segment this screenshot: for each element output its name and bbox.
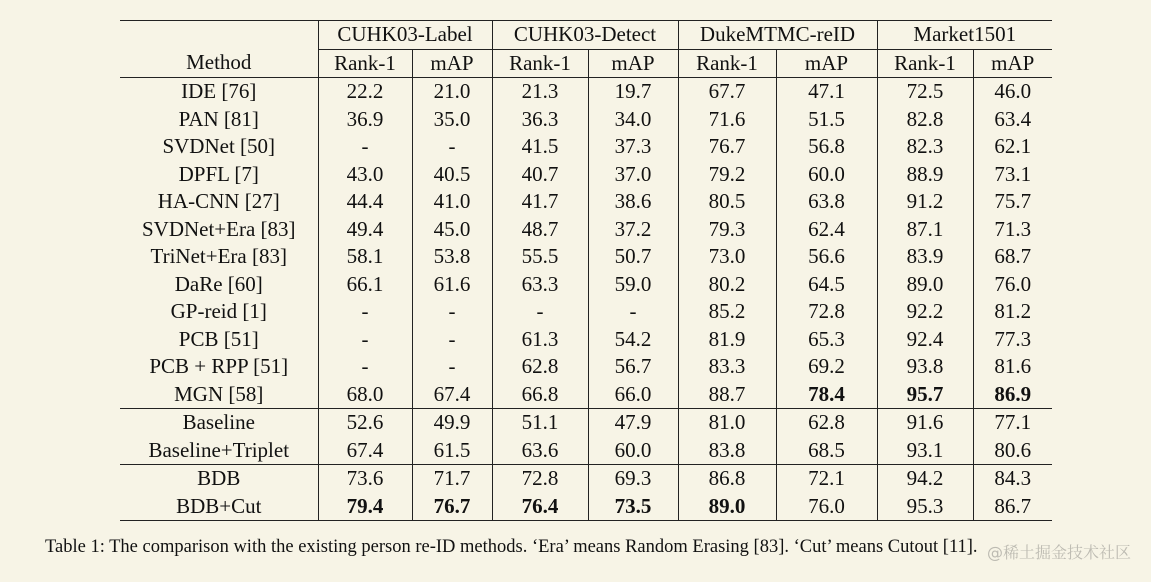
value-cell: - (318, 133, 412, 161)
value-cell: 73.6 (318, 465, 412, 493)
value-cell: 43.0 (318, 161, 412, 189)
method-column-header: Method (186, 50, 252, 75)
value-cell: 80.6 (973, 437, 1052, 465)
value-cell: 41.7 (492, 188, 588, 216)
table-row (120, 78, 1052, 106)
value-cell: 62.1 (973, 133, 1052, 161)
value-cell: 47.1 (776, 78, 877, 106)
value-cell: 46.0 (973, 78, 1052, 106)
value-cell: 56.7 (588, 353, 678, 381)
value-cell: 61.6 (412, 271, 492, 299)
value-cell: - (318, 298, 412, 326)
value-cell: 69.3 (588, 465, 678, 493)
value-cell: 40.5 (412, 161, 492, 189)
value-cell: 56.6 (776, 243, 877, 271)
value-cell: 94.2 (877, 465, 973, 493)
value-cell: 79.3 (678, 216, 776, 244)
value-cell: - (412, 298, 492, 326)
value-cell: 54.2 (588, 326, 678, 354)
dataset-header: DukeMTMC-reID (678, 21, 877, 50)
table-row (120, 133, 1052, 161)
value-cell: 88.7 (678, 381, 776, 409)
value-cell: 60.0 (588, 437, 678, 465)
value-cell: 65.3 (776, 326, 877, 354)
dataset-header: CUHK03-Detect (492, 21, 678, 50)
table-row (120, 465, 1052, 493)
value-cell: 76.0 (973, 271, 1052, 299)
value-cell: 89.0 (678, 493, 776, 521)
value-cell: 45.0 (412, 216, 492, 244)
metric-header: mAP (973, 49, 1052, 78)
value-cell: 50.7 (588, 243, 678, 271)
value-cell: 81.0 (678, 409, 776, 437)
value-cell: 59.0 (588, 271, 678, 299)
value-cell: 91.6 (877, 409, 973, 437)
value-cell: 93.1 (877, 437, 973, 465)
metric-header: Rank-1 (877, 49, 973, 78)
table-row (120, 243, 1052, 271)
value-cell: 78.4 (776, 381, 877, 409)
value-cell: 69.2 (776, 353, 877, 381)
metric-header: Rank-1 (318, 49, 412, 78)
value-cell: 67.4 (412, 381, 492, 409)
value-cell: 49.9 (412, 409, 492, 437)
value-cell: 83.8 (678, 437, 776, 465)
value-cell: 77.1 (973, 409, 1052, 437)
method-cell: DaRe [60] (174, 271, 263, 296)
method-cell: SVDNet [50] (162, 134, 276, 158)
value-cell: 82.8 (877, 106, 973, 134)
value-cell: 56.8 (776, 133, 877, 161)
method-cell: PCB + RPP [51] (149, 354, 289, 378)
value-cell: 84.3 (973, 465, 1052, 493)
watermark: @稀土掘金技术社区 (986, 543, 1131, 562)
method-cell: MGN [58] (174, 381, 264, 406)
value-cell: 47.9 (588, 409, 678, 437)
table-row (120, 437, 1052, 465)
table-row (120, 353, 1052, 381)
value-cell: 55.5 (492, 243, 588, 271)
value-cell: 52.6 (318, 409, 412, 437)
metric-header: Rank-1 (492, 49, 588, 78)
dataset-header-row (120, 21, 1052, 50)
value-cell: 51.5 (776, 106, 877, 134)
value-cell: 95.3 (877, 493, 973, 521)
value-cell: 63.6 (492, 437, 588, 465)
value-cell: 81.2 (973, 298, 1052, 326)
value-cell: 73.5 (588, 493, 678, 521)
value-cell: - (492, 298, 588, 326)
value-cell: 41.5 (492, 133, 588, 161)
value-cell: 71.3 (973, 216, 1052, 244)
value-cell: 83.3 (678, 353, 776, 381)
value-cell: 68.5 (776, 437, 877, 465)
value-cell: 86.7 (973, 493, 1052, 521)
value-cell: 22.2 (318, 78, 412, 106)
value-cell: 62.8 (492, 353, 588, 381)
value-cell: 21.3 (492, 78, 588, 106)
table-row (120, 409, 1052, 437)
value-cell: 81.9 (678, 326, 776, 354)
value-cell: 95.7 (877, 381, 973, 409)
value-cell: 62.8 (776, 409, 877, 437)
method-cell: IDE [76] (120, 78, 318, 106)
value-cell: - (588, 298, 678, 326)
value-cell: 68.7 (973, 243, 1052, 271)
value-cell: 81.6 (973, 353, 1052, 381)
value-cell: 76.7 (412, 493, 492, 521)
value-cell: 89.0 (877, 271, 973, 299)
value-cell: 34.0 (588, 106, 678, 134)
value-cell: 91.2 (877, 188, 973, 216)
value-cell: 48.7 (492, 216, 588, 244)
value-cell: 87.1 (877, 216, 973, 244)
value-cell: 92.4 (877, 326, 973, 354)
method-cell: PAN [81] (178, 106, 259, 131)
value-cell: 63.4 (973, 106, 1052, 134)
value-cell: 86.8 (678, 465, 776, 493)
value-cell: - (412, 326, 492, 354)
value-cell: 71.7 (412, 465, 492, 493)
value-cell: 76.7 (678, 133, 776, 161)
method-cell: GP-reid [1] (170, 299, 267, 323)
results-table (120, 20, 1052, 521)
value-cell: 83.9 (877, 243, 973, 271)
value-cell: 61.3 (492, 326, 588, 354)
value-cell: 58.1 (318, 243, 412, 271)
value-cell: 76.4 (492, 493, 588, 521)
value-cell: 38.6 (588, 188, 678, 216)
value-cell: 60.0 (776, 161, 877, 189)
value-cell: 51.1 (492, 409, 588, 437)
value-cell: 63.8 (776, 188, 877, 216)
value-cell: 86.9 (973, 381, 1052, 409)
value-cell: 77.3 (973, 326, 1052, 354)
value-cell: 64.5 (776, 271, 877, 299)
value-cell: 72.5 (877, 78, 973, 106)
value-cell: 61.5 (412, 437, 492, 465)
table-body (120, 78, 1052, 521)
value-cell: 40.7 (492, 161, 588, 189)
method-cell: Baseline (120, 409, 318, 437)
value-cell: 63.3 (492, 271, 588, 299)
table-row (120, 493, 1052, 521)
metric-header: Rank-1 (678, 49, 776, 78)
method-cell: BDB (120, 465, 318, 493)
table-row (120, 298, 1052, 326)
method-cell: PCB [51] (178, 326, 259, 351)
method-cell: BDB+Cut (120, 493, 318, 521)
value-cell: 85.2 (678, 298, 776, 326)
value-cell: 67.4 (318, 437, 412, 465)
value-cell: 73.1 (973, 161, 1052, 189)
table-row (120, 326, 1052, 354)
value-cell: - (318, 326, 412, 354)
value-cell: 76.0 (776, 493, 877, 521)
table-row (120, 106, 1052, 134)
method-cell: SVDNet+Era [83] (141, 216, 296, 241)
value-cell: 73.0 (678, 243, 776, 271)
value-cell: 82.3 (877, 133, 973, 161)
method-cell: Baseline+Triplet (148, 437, 290, 462)
table-row (120, 216, 1052, 244)
dataset-header: CUHK03-Label (318, 21, 492, 50)
metric-header: mAP (776, 49, 877, 78)
value-cell: 92.2 (877, 298, 973, 326)
value-cell: 66.0 (588, 381, 678, 409)
value-cell: 66.1 (318, 271, 412, 299)
method-cell: DPFL [7] (178, 161, 259, 186)
value-cell: 37.2 (588, 216, 678, 244)
value-cell: 72.8 (776, 298, 877, 326)
metric-header: mAP (412, 49, 492, 78)
method-cell: TriNet+Era [83] (150, 244, 287, 268)
method-cell: HA-CNN [27] (157, 189, 280, 213)
table-row (120, 381, 1052, 409)
value-cell: 37.3 (588, 133, 678, 161)
value-cell: 80.5 (678, 188, 776, 216)
value-cell: 75.7 (973, 188, 1052, 216)
value-cell: 19.7 (588, 78, 678, 106)
metric-header: mAP (588, 49, 678, 78)
table-row (120, 271, 1052, 299)
value-cell: 49.4 (318, 216, 412, 244)
value-cell: 80.2 (678, 271, 776, 299)
table-caption: Table 1: The comparison with the existing person re-ID methods. ‘Era’ means Random Erasing [83]. ‘Cut’ means Cutout [11]. (45, 537, 978, 557)
value-cell: 72.8 (492, 465, 588, 493)
value-cell: 79.2 (678, 161, 776, 189)
value-cell: 72.1 (776, 465, 877, 493)
table-row (120, 161, 1052, 189)
dataset-header: Market1501 (877, 21, 1052, 50)
value-cell: 41.0 (412, 188, 492, 216)
value-cell: 62.4 (776, 216, 877, 244)
value-cell: - (412, 133, 492, 161)
value-cell: 21.0 (412, 78, 492, 106)
value-cell: 66.8 (492, 381, 588, 409)
value-cell: 53.8 (412, 243, 492, 271)
table-row (120, 188, 1052, 216)
value-cell: - (318, 353, 412, 381)
value-cell: 36.3 (492, 106, 588, 134)
value-cell: 88.9 (877, 161, 973, 189)
value-cell: - (412, 353, 492, 381)
value-cell: 44.4 (318, 188, 412, 216)
value-cell: 35.0 (412, 106, 492, 134)
value-cell: 68.0 (318, 381, 412, 409)
value-cell: 71.6 (678, 106, 776, 134)
value-cell: 36.9 (318, 106, 412, 134)
value-cell: 67.7 (678, 78, 776, 106)
value-cell: 37.0 (588, 161, 678, 189)
value-cell: 79.4 (318, 493, 412, 521)
metric-header-row (120, 49, 1052, 78)
value-cell: 93.8 (877, 353, 973, 381)
